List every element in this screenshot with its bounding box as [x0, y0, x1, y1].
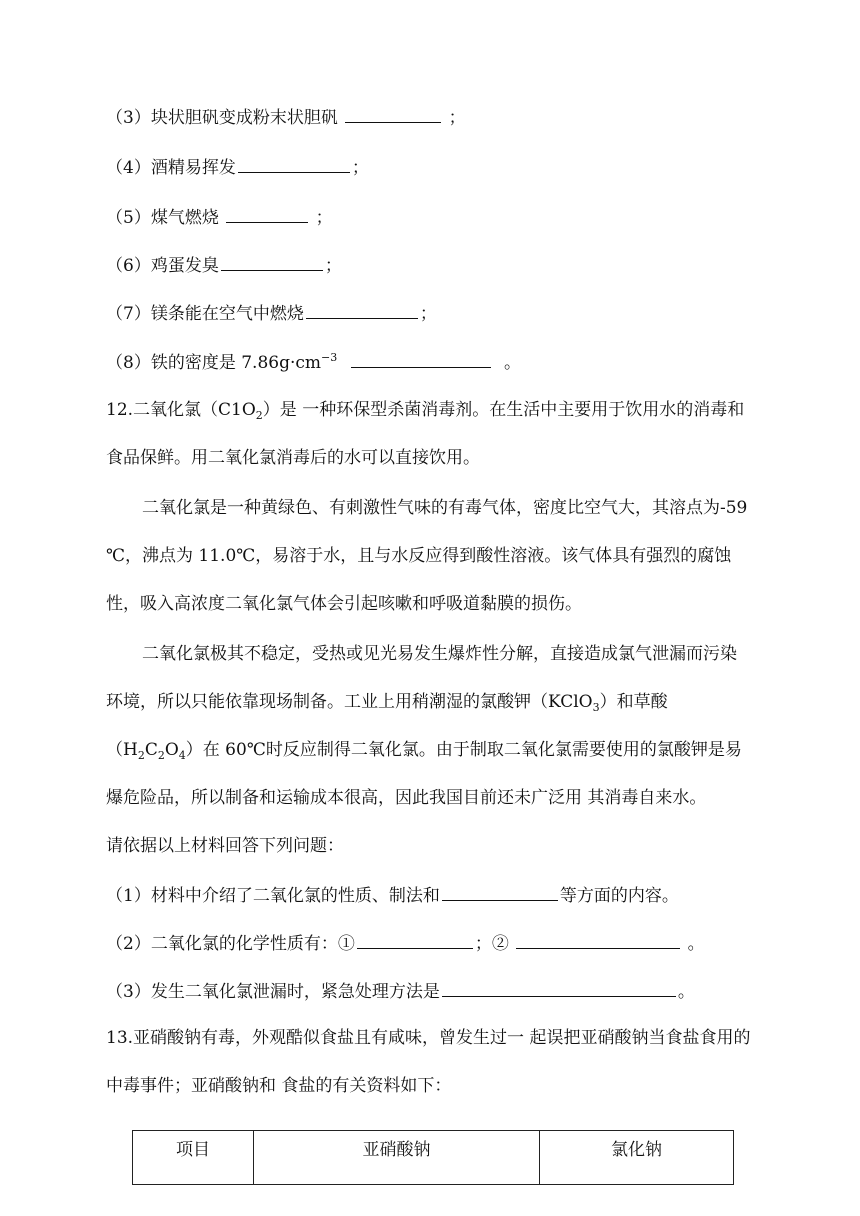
punctuation: ；: [419, 304, 437, 324]
text: ）在 60℃时反应制得二氧化氯。由于制取二氧化氯需要使用的氯酸钾是易: [185, 740, 742, 760]
text: O: [164, 740, 179, 760]
text: （H: [106, 740, 138, 760]
answer-blank[interactable]: [442, 978, 676, 997]
q11-item-8-label: （8）铁的密度是 7.86g·cm: [106, 353, 321, 373]
q12-para2-line-3: [106, 738, 742, 762]
text: 12.二氧化氯（C1O: [106, 400, 256, 420]
answer-blank[interactable]: [306, 300, 418, 319]
punctuation: 。: [687, 934, 705, 954]
q11-item-3-label: （3）块状胆矾变成粉末状胆矾: [106, 108, 338, 128]
text: 环境，所以只能依靠现场制备。工业上用稍潮湿的氯酸钾（KClO: [106, 692, 593, 712]
q11-item-5: [106, 204, 333, 230]
table-header-cell: 亚硝酸钠: [254, 1131, 540, 1185]
q12-sub-question-3: [106, 978, 695, 1004]
q11-item-6: [106, 252, 342, 278]
q11-item-7-label: （7）镁条能在空气中燃烧: [106, 304, 304, 324]
q13-intro-line-2: 中毒事件；亚硝酸钠和 食盐的有关资料如下：: [106, 1076, 452, 1096]
subscript: 2: [157, 749, 165, 762]
q12-para1-line-2: ℃，沸点为 11.0℃，易溶于水，且与水反应得到酸性溶液。该气体具有强烈的腐蚀: [106, 546, 732, 566]
text: ；②: [474, 934, 509, 954]
q12-para2-line-1: 二氧化氯极其不稳定，受热或见光易发生爆炸性分解，直接造成氯气泄漏而污染: [142, 644, 737, 664]
q11-item-4-label: （4）酒精易挥发: [106, 158, 236, 178]
q11-item-5-label: （5）煤气燃烧: [106, 208, 219, 228]
answer-blank[interactable]: [221, 252, 323, 271]
q11-item-3: [106, 104, 466, 130]
punctuation: ；: [448, 108, 466, 128]
table-header-cell: 氯化钠: [540, 1131, 734, 1185]
q12-intro-line-1: [106, 398, 744, 422]
punctuation: 。: [677, 982, 695, 1002]
text: （1）材料中介绍了二氧化氯的性质、制法和: [106, 886, 440, 906]
punctuation: ；: [324, 256, 342, 276]
q12-para1-line-3: 性，吸入高浓度二氧化氯气体会引起咳嗽和呼吸道黏膜的损伤。: [106, 594, 582, 614]
table-header-row: [133, 1131, 734, 1185]
subscript: 3: [592, 701, 600, 714]
text: C: [144, 740, 158, 760]
subscript: 2: [255, 409, 263, 422]
answer-blank[interactable]: [351, 349, 491, 368]
q12-sub-question-1: [106, 882, 679, 908]
q11-item-6-label: （6）鸡蛋发臭: [106, 256, 219, 276]
table-header-cell: 项目: [133, 1131, 254, 1185]
text: ）是 一种环保型杀菌消毒剂。在生活中主要用于饮用水的消毒和: [262, 400, 745, 420]
q12-para2-line-2: [106, 690, 668, 714]
text: ）和草酸: [599, 692, 668, 712]
text: （3）发生二氧化氯泄漏时，紧急处理方法是: [106, 982, 440, 1002]
q11-item-7: [106, 300, 437, 326]
answer-blank[interactable]: [238, 154, 350, 173]
punctuation: ；: [315, 208, 333, 228]
text: 等方面的内容。: [559, 886, 679, 906]
subscript: 4: [178, 749, 186, 762]
answer-blank[interactable]: [226, 204, 308, 223]
q12-para1-line-1: 二氧化氯是一种黄绿色、有刺激性气味的有毒气体，密度比空气大，其溶点为-59: [142, 498, 748, 518]
q12-prompt: 请依据以上材料回答下列问题：: [106, 836, 344, 856]
answer-blank[interactable]: [516, 930, 680, 949]
punctuation: 。: [504, 353, 522, 373]
q13-intro-line-1: 13.亚硝酸钠有毒，外观酷似食盐且有咸味，曾发生过一 起误把亚硝酸钠当食盐食用的: [106, 1028, 751, 1048]
punctuation: ；: [351, 158, 369, 178]
answer-blank[interactable]: [442, 882, 558, 901]
q11-item-4: [106, 154, 369, 180]
text: （2）二氧化氯的化学性质有：①: [106, 934, 355, 954]
answer-blank[interactable]: [357, 930, 473, 949]
answer-blank[interactable]: [345, 104, 441, 123]
q12-sub-question-2: [106, 930, 705, 956]
q12-para2-line-4: 爆危险品，所以制备和运输成本很高，因此我国目前还未广泛用 其消毒自来水。: [106, 788, 707, 808]
subscript: 2: [137, 749, 145, 762]
superscript: −3: [321, 351, 338, 364]
q12-intro-line-2: 食品保鲜。用二氧化氯消毒后的水可以直接饮用。: [106, 448, 480, 468]
comparison-table: [132, 1130, 734, 1185]
q11-item-8: [106, 349, 521, 375]
